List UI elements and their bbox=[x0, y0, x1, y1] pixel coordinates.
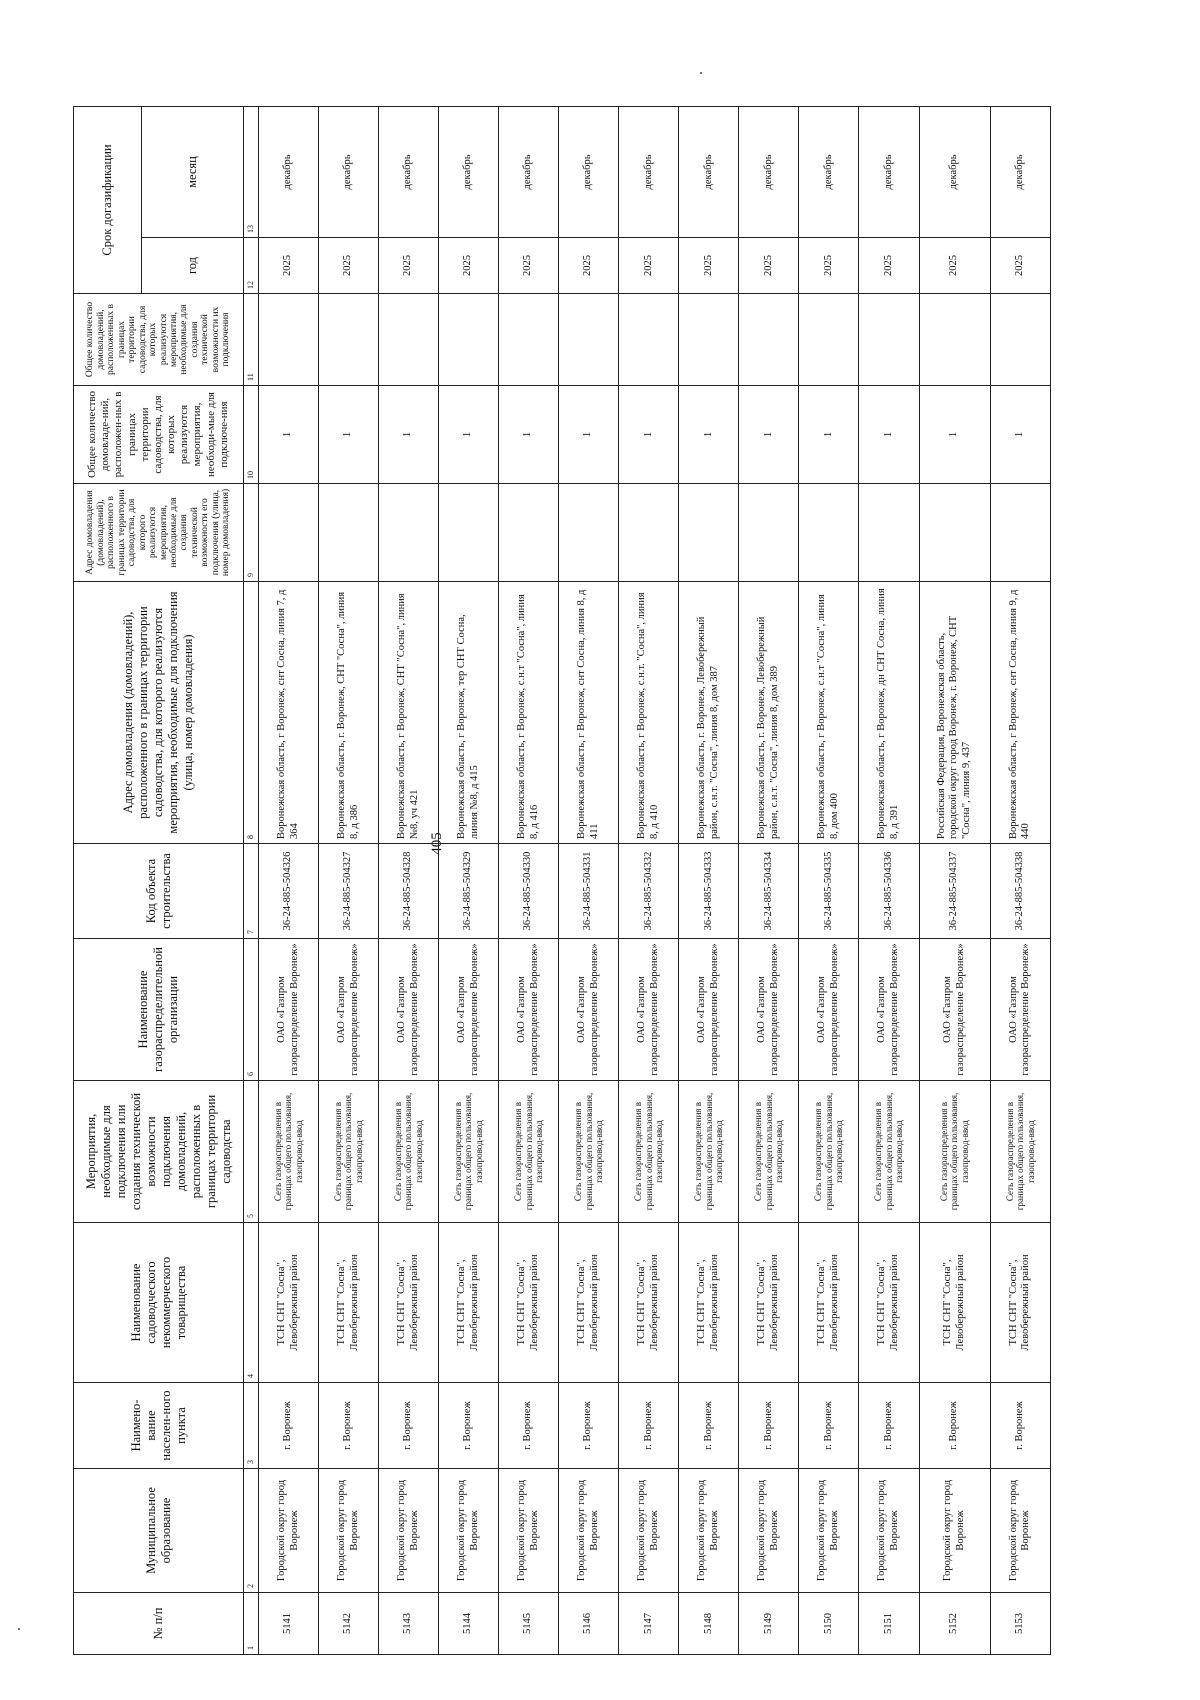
col-number-5: 5 bbox=[244, 1081, 259, 1223]
row-measure: Сеть газораспределения в границах общего пользования, газопровод-ввод bbox=[319, 1081, 379, 1223]
table-body bbox=[259, 107, 1051, 1655]
row-gas-org: ОАО «Газпром газораспределение Воронеж» bbox=[679, 939, 739, 1081]
row-object-code: 36-24-885-504327 bbox=[319, 844, 379, 939]
row-count-tech bbox=[619, 294, 679, 386]
row-snt: ТСН СНТ "Сосна", Левобережный район bbox=[379, 1223, 439, 1383]
table-row bbox=[439, 107, 499, 1655]
row-locality: г. Воронеж bbox=[679, 1383, 739, 1469]
row-address-tech bbox=[799, 484, 859, 582]
row-gas-org: ОАО «Газпром газораспределение Воронеж» bbox=[990, 939, 1050, 1081]
row-month: декабрь bbox=[739, 107, 799, 238]
col-number-11: 11 bbox=[244, 294, 259, 386]
row-count-connect: 1 bbox=[679, 386, 739, 484]
row-locality: г. Воронеж bbox=[259, 1383, 319, 1469]
table-row bbox=[319, 107, 379, 1655]
row-locality: г. Воронеж bbox=[499, 1383, 559, 1469]
row-month: декабрь bbox=[499, 107, 559, 238]
row-address-tech bbox=[919, 484, 990, 582]
row-count-tech bbox=[799, 294, 859, 386]
row-municipality: Городской округ город Воронеж bbox=[319, 1469, 379, 1593]
row-snt: ТСН СНТ "Сосна", Левобережный район bbox=[859, 1223, 919, 1383]
row-municipality: Городской округ город Воронеж bbox=[439, 1469, 499, 1593]
row-address-tech bbox=[259, 484, 319, 582]
row-number: 5141 bbox=[259, 1593, 319, 1655]
row-count-tech bbox=[990, 294, 1050, 386]
table-row bbox=[619, 107, 679, 1655]
row-year: 2025 bbox=[799, 238, 859, 294]
row-object-code: 36-24-885-504335 bbox=[799, 844, 859, 939]
page-number: 405 bbox=[428, 832, 445, 855]
row-object-code: 36-24-885-504337 bbox=[919, 844, 990, 939]
row-address-tech bbox=[319, 484, 379, 582]
col-number-2: 2 bbox=[244, 1469, 259, 1593]
col-number-3: 3 bbox=[244, 1383, 259, 1469]
row-locality: г. Воронеж bbox=[990, 1383, 1050, 1469]
row-object-code: 36-24-885-504333 bbox=[679, 844, 739, 939]
row-measure: Сеть газораспределения в границах общего пользования, газопровод-ввод bbox=[990, 1081, 1050, 1223]
header-municipality: Муниципальное образование bbox=[74, 1469, 244, 1593]
table-row bbox=[259, 107, 319, 1655]
row-month: декабрь bbox=[439, 107, 499, 238]
row-count-tech bbox=[679, 294, 739, 386]
row-municipality: Городской округ город Воронеж bbox=[739, 1469, 799, 1593]
row-count-connect: 1 bbox=[499, 386, 559, 484]
header-measures: Мероприятия, необходимые для подключения или создания технической возможности подключения домовладений, расположенных в границах территории садоводства bbox=[74, 1081, 244, 1223]
header-year: год bbox=[142, 238, 244, 294]
row-address-tech bbox=[619, 484, 679, 582]
row-municipality: Городской округ город Воронеж bbox=[259, 1469, 319, 1593]
row-locality: г. Воронеж bbox=[799, 1383, 859, 1469]
table-row bbox=[739, 107, 799, 1655]
row-address-connect: Российская Федерация, Воронежская область, городской округ город Воронеж, г. Воронеж, СНТ "Сосна", линия 9, 437 bbox=[919, 582, 990, 844]
row-number: 5151 bbox=[859, 1593, 919, 1655]
register-table-rotated bbox=[73, 107, 1051, 1655]
row-number: 5153 bbox=[990, 1593, 1050, 1655]
table-row bbox=[919, 107, 990, 1655]
row-address-connect: Воронежская область, г Воронеж, снт Сосна, линия 9, д 440 bbox=[990, 582, 1050, 844]
row-measure: Сеть газораспределения в границах общего пользования, газопровод-ввод bbox=[679, 1081, 739, 1223]
row-number: 5149 bbox=[739, 1593, 799, 1655]
row-gas-org: ОАО «Газпром газораспределение Воронеж» bbox=[379, 939, 439, 1081]
row-snt: ТСН СНТ "Сосна", Левобережный район bbox=[619, 1223, 679, 1383]
row-address-connect: Воронежская область, г Воронеж, с.н.т "Сосна", линия 8, дом 400 bbox=[799, 582, 859, 844]
row-month: декабрь bbox=[799, 107, 859, 238]
row-gas-org: ОАО «Газпром газораспределение Воронеж» bbox=[559, 939, 619, 1081]
header-address-tech: Адрес домовладения (домовладений), расположенного в границах территории садоводства, для которого реализуются мероприятия, необходимые для создания технической возможности его подключения (улица, номер домовладения) bbox=[74, 484, 244, 582]
row-address-connect: Воронежская область, г Воронеж, дн СНТ Сосна, линия 8, д 391 bbox=[859, 582, 919, 844]
row-object-code: 36-24-885-504326 bbox=[259, 844, 319, 939]
row-measure: Сеть газораспределения в границах общего пользования, газопровод-ввод bbox=[259, 1081, 319, 1223]
row-object-code: 36-24-885-504329 bbox=[439, 844, 499, 939]
row-month: декабрь bbox=[559, 107, 619, 238]
row-snt: ТСН СНТ "Сосна", Левобережный район bbox=[990, 1223, 1050, 1383]
col-number-13: 13 bbox=[244, 107, 259, 238]
col-number-6: 6 bbox=[244, 939, 259, 1081]
row-address-connect: Воронежская область, г Воронеж, с.н.т "Сосна", линия 8, д 416 bbox=[499, 582, 559, 844]
row-municipality: Городской округ город Воронеж bbox=[799, 1469, 859, 1593]
row-object-code: 36-24-885-504334 bbox=[739, 844, 799, 939]
row-gas-org: ОАО «Газпром газораспределение Воронеж» bbox=[799, 939, 859, 1081]
row-year: 2025 bbox=[619, 238, 679, 294]
row-month: декабрь bbox=[379, 107, 439, 238]
row-gas-org: ОАО «Газпром газораспределение Воронеж» bbox=[619, 939, 679, 1081]
row-snt: ТСН СНТ "Сосна", Левобережный район bbox=[439, 1223, 499, 1383]
row-year: 2025 bbox=[379, 238, 439, 294]
row-number: 5146 bbox=[559, 1593, 619, 1655]
row-locality: г. Воронеж bbox=[319, 1383, 379, 1469]
row-municipality: Городской округ город Воронеж bbox=[559, 1469, 619, 1593]
row-municipality: Городской округ город Воронеж bbox=[619, 1469, 679, 1593]
col-number-4: 4 bbox=[244, 1223, 259, 1383]
row-number: 5148 bbox=[679, 1593, 739, 1655]
row-count-connect: 1 bbox=[259, 386, 319, 484]
row-address-tech bbox=[499, 484, 559, 582]
row-count-connect: 1 bbox=[919, 386, 990, 484]
row-address-connect: Воронежская область, г Воронеж, снт Сосна, линия 7, д 364 bbox=[259, 582, 319, 844]
header-gas-org: Наименование газораспределительной организации bbox=[74, 939, 244, 1081]
table-row bbox=[559, 107, 619, 1655]
row-address-tech bbox=[859, 484, 919, 582]
row-year: 2025 bbox=[859, 238, 919, 294]
col-number-1: 1 bbox=[244, 1593, 259, 1655]
row-snt: ТСН СНТ "Сосна", Левобережный район bbox=[919, 1223, 990, 1383]
row-number: 5142 bbox=[319, 1593, 379, 1655]
row-month: декабрь bbox=[859, 107, 919, 238]
row-municipality: Городской округ город Воронеж bbox=[859, 1469, 919, 1593]
row-snt: ТСН СНТ "Сосна", Левобережный район bbox=[559, 1223, 619, 1383]
row-address-connect: Воронежская область, г. Воронеж, Левобережный район, с.н.т. "Сосна", линия 8, дом 387 bbox=[679, 582, 739, 844]
row-snt: ТСН СНТ "Сосна", Левобережный район bbox=[259, 1223, 319, 1383]
row-address-connect: Воронежская область, г Воронеж, СНТ "Сосна", линия №8, уч 421 bbox=[379, 582, 439, 844]
row-gas-org: ОАО «Газпром газораспределение Воронеж» bbox=[259, 939, 319, 1081]
row-locality: г. Воронеж bbox=[619, 1383, 679, 1469]
row-month: декабрь bbox=[679, 107, 739, 238]
col-number-7: 7 bbox=[244, 844, 259, 939]
table-row bbox=[990, 107, 1050, 1655]
table-row bbox=[679, 107, 739, 1655]
header-count-connect: Общее количество домовладе-ний, расположен-ных в границах территории садоводства, для которых реализуются мероприятия, необходи-мые для подключе-ния bbox=[74, 386, 244, 484]
row-municipality: Городской округ город Воронеж bbox=[919, 1469, 990, 1593]
row-address-connect: Воронежская область, г Воронеж, с.н.т. "Сосна", линия 8, д 410 bbox=[619, 582, 679, 844]
row-number: 5144 bbox=[439, 1593, 499, 1655]
row-year: 2025 bbox=[499, 238, 559, 294]
row-address-connect: Воронежская область, г. Воронеж, Левобережный район, с.н.т. "Сосна", линия 8, дом 389 bbox=[739, 582, 799, 844]
row-number: 5143 bbox=[379, 1593, 439, 1655]
row-year: 2025 bbox=[739, 238, 799, 294]
header-count-tech: Общее количество домовладений, расположенных в границах территории садоводства, для которых реализуются мероприятия, необходимые для создания технической возможности их подключения bbox=[74, 294, 244, 386]
row-year: 2025 bbox=[559, 238, 619, 294]
row-count-connect: 1 bbox=[439, 386, 499, 484]
row-number: 5150 bbox=[799, 1593, 859, 1655]
row-count-tech bbox=[859, 294, 919, 386]
row-count-tech bbox=[919, 294, 990, 386]
row-gas-org: ОАО «Газпром газораспределение Воронеж» bbox=[319, 939, 379, 1081]
row-count-connect: 1 bbox=[559, 386, 619, 484]
row-locality: г. Воронеж bbox=[379, 1383, 439, 1469]
row-measure: Сеть газораспределения в границах общего пользования, газопровод-ввод bbox=[379, 1081, 439, 1223]
table-row bbox=[379, 107, 439, 1655]
row-object-code: 36-24-885-504332 bbox=[619, 844, 679, 939]
gasification-register-table bbox=[73, 106, 1051, 1655]
row-count-tech bbox=[559, 294, 619, 386]
row-gas-org: ОАО «Газпром газораспределение Воронеж» bbox=[919, 939, 990, 1081]
row-count-connect: 1 bbox=[799, 386, 859, 484]
row-address-tech bbox=[679, 484, 739, 582]
row-address-tech bbox=[439, 484, 499, 582]
row-snt: ТСН СНТ "Сосна", Левобережный район bbox=[499, 1223, 559, 1383]
row-count-tech bbox=[259, 294, 319, 386]
header-object-code: Код объекта строительства bbox=[74, 844, 244, 939]
row-count-tech bbox=[499, 294, 559, 386]
header-snt: Наименование садоводческого некоммерческого товарищества bbox=[74, 1223, 244, 1383]
row-measure: Сеть газораспределения в границах общего пользования, газопровод-ввод bbox=[799, 1081, 859, 1223]
col-number-8: 8 bbox=[244, 582, 259, 844]
row-locality: г. Воронеж bbox=[919, 1383, 990, 1469]
row-snt: ТСН СНТ "Сосна", Левобережный район bbox=[679, 1223, 739, 1383]
row-count-connect: 1 bbox=[319, 386, 379, 484]
table-row bbox=[859, 107, 919, 1655]
row-year: 2025 bbox=[919, 238, 990, 294]
row-month: декабрь bbox=[919, 107, 990, 238]
row-address-connect: Воронежская область, г Воронеж, снт Сосна, линия 8, д 411 bbox=[559, 582, 619, 844]
col-number-9: 9 bbox=[244, 484, 259, 582]
row-month: декабрь bbox=[990, 107, 1050, 238]
row-snt: ТСН СНТ "Сосна", Левобережный район bbox=[319, 1223, 379, 1383]
header-month: месяц bbox=[142, 107, 244, 238]
table-row bbox=[499, 107, 559, 1655]
row-locality: г. Воронеж bbox=[739, 1383, 799, 1469]
row-count-connect: 1 bbox=[379, 386, 439, 484]
row-municipality: Городской округ город Воронеж bbox=[679, 1469, 739, 1593]
row-month: декабрь bbox=[259, 107, 319, 238]
row-municipality: Городской округ город Воронеж bbox=[990, 1469, 1050, 1593]
row-year: 2025 bbox=[679, 238, 739, 294]
row-year: 2025 bbox=[259, 238, 319, 294]
header-locality: Наимено-вание населен-ного пункта bbox=[74, 1383, 244, 1469]
row-count-tech bbox=[379, 294, 439, 386]
row-locality: г. Воронеж bbox=[439, 1383, 499, 1469]
row-object-code: 36-24-885-504336 bbox=[859, 844, 919, 939]
row-municipality: Городской округ город Воронеж bbox=[499, 1469, 559, 1593]
row-locality: г. Воронеж bbox=[859, 1383, 919, 1469]
row-count-connect: 1 bbox=[990, 386, 1050, 484]
row-month: декабрь bbox=[619, 107, 679, 238]
row-object-code: 36-24-885-504338 bbox=[990, 844, 1050, 939]
row-measure: Сеть газораспределения в границах общего пользования, газопровод-ввод bbox=[499, 1081, 559, 1223]
row-measure: Сеть газораспределения в границах общего пользования, газопровод-ввод bbox=[559, 1081, 619, 1223]
row-count-tech bbox=[319, 294, 379, 386]
row-address-tech bbox=[559, 484, 619, 582]
row-count-connect: 1 bbox=[859, 386, 919, 484]
col-number-12: 12 bbox=[244, 238, 259, 294]
row-gas-org: ОАО «Газпром газораспределение Воронеж» bbox=[499, 939, 559, 1081]
row-gas-org: ОАО «Газпром газораспределение Воронеж» bbox=[739, 939, 799, 1081]
row-gas-org: ОАО «Газпром газораспределение Воронеж» bbox=[859, 939, 919, 1081]
table-row bbox=[799, 107, 859, 1655]
row-number: 5152 bbox=[919, 1593, 990, 1655]
row-address-tech bbox=[739, 484, 799, 582]
row-address-connect: Воронежская область, г. Воронеж, СНТ "Сосна", линия 8, д 386 bbox=[319, 582, 379, 844]
row-measure: Сеть газораспределения в границах общего пользования, газопровод-ввод bbox=[619, 1081, 679, 1223]
row-measure: Сеть газораспределения в границах общего пользования, газопровод-ввод bbox=[739, 1081, 799, 1223]
row-year: 2025 bbox=[439, 238, 499, 294]
scan-speck bbox=[700, 72, 702, 74]
row-object-code: 36-24-885-504330 bbox=[499, 844, 559, 939]
row-address-connect: Воронежская область, г Воронеж, тер СНТ Сосна, линия №8, д 415 bbox=[439, 582, 499, 844]
row-month: декабрь bbox=[319, 107, 379, 238]
row-count-connect: 1 bbox=[619, 386, 679, 484]
row-address-tech bbox=[379, 484, 439, 582]
row-measure: Сеть газораспределения в границах общего пользования, газопровод-ввод bbox=[859, 1081, 919, 1223]
row-count-tech bbox=[739, 294, 799, 386]
scan-speck bbox=[18, 1628, 20, 1630]
row-gas-org: ОАО «Газпром газораспределение Воронеж» bbox=[439, 939, 499, 1081]
header-num: № п/п bbox=[74, 1593, 244, 1655]
row-number: 5147 bbox=[619, 1593, 679, 1655]
row-year: 2025 bbox=[990, 238, 1050, 294]
row-measure: Сеть газораспределения в границах общего пользования, газопровод-ввод bbox=[439, 1081, 499, 1223]
row-object-code: 36-24-885-504328 bbox=[379, 844, 439, 939]
row-snt: ТСН СНТ "Сосна", Левобережный район bbox=[799, 1223, 859, 1383]
row-number: 5145 bbox=[499, 1593, 559, 1655]
row-year: 2025 bbox=[319, 238, 379, 294]
row-municipality: Городской округ город Воронеж bbox=[379, 1469, 439, 1593]
row-snt: ТСН СНТ "Сосна", Левобережный район bbox=[739, 1223, 799, 1383]
col-number-10: 10 bbox=[244, 386, 259, 484]
row-object-code: 36-24-885-504331 bbox=[559, 844, 619, 939]
row-measure: Сеть газораспределения в границах общего пользования, газопровод-ввод bbox=[919, 1081, 990, 1223]
row-count-connect: 1 bbox=[739, 386, 799, 484]
header-deadline: Срок догазификации bbox=[74, 107, 142, 294]
row-count-tech bbox=[439, 294, 499, 386]
row-address-tech bbox=[990, 484, 1050, 582]
header-address-connect: Адрес домовладения (домовладений), расположенного в границах территории садоводства, для которого реализуются мероприятия, необходимые для подключения (улица, номер домовладения) bbox=[74, 582, 244, 844]
row-locality: г. Воронеж bbox=[559, 1383, 619, 1469]
